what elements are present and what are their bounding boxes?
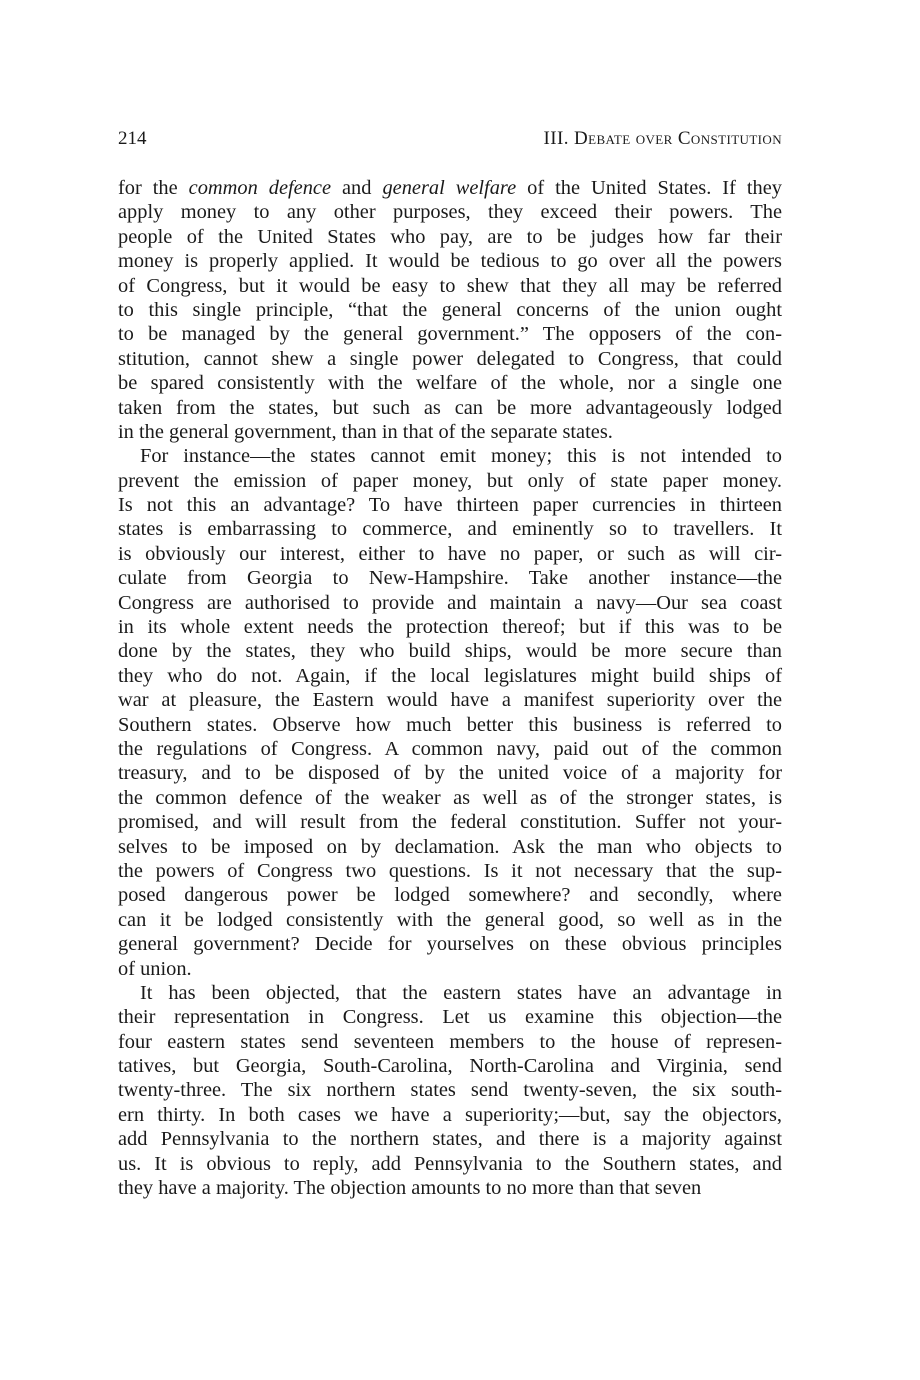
- text-line: [118, 639, 782, 663]
- text-line: [118, 859, 782, 883]
- text-run: promised, and will result from the federal constitution. Suffer not your-: [118, 811, 782, 834]
- text-line: [118, 469, 782, 493]
- paragraph: [118, 176, 782, 444]
- text-run: to this single principle, “that the general concerns of the union ought: [118, 298, 782, 321]
- text-line: [118, 957, 782, 981]
- text-run: be spared consistently with the welfare of the whole, nor a single one: [118, 372, 782, 395]
- text-line: [118, 688, 782, 712]
- text-run: they who do not. Again, if the local legislatures might build ships of: [118, 664, 782, 687]
- text-line: [118, 615, 782, 639]
- text-run: ern thirty. In both cases we have a superiority;—but, say the objectors,: [118, 1103, 782, 1126]
- text-line: [118, 298, 782, 322]
- text-run: Congress are authorised to provide and maintain a navy—Our sea coast: [118, 591, 782, 614]
- text-line: [118, 1030, 782, 1054]
- text-run: twenty-three. The six northern states send twenty-seven, the six south-: [118, 1079, 782, 1102]
- text-line: [118, 566, 782, 590]
- text-run: general government? Decide for yourselves on these obvious principles: [118, 933, 782, 956]
- italic-phrase: common defence: [188, 177, 332, 199]
- text-run: is obviously our interest, either to have no paper, or such as will cir-: [118, 542, 782, 565]
- text-run: the regulations of Congress. A common navy, paid out of the common: [118, 737, 782, 760]
- text-run: and: [331, 177, 383, 199]
- text-line: [118, 835, 782, 859]
- text-run: add Pennsylvania to the northern states, and there is a majority against: [118, 1128, 782, 1151]
- text-run: their representation in Congress. Let us examine this objection—the: [118, 1006, 782, 1029]
- text-run: of Congress, but it would be easy to shew that they all may be referred: [118, 274, 782, 297]
- text-run: For instance—the states cannot emit money; this is not intended to: [140, 445, 782, 468]
- page-number: 214: [118, 128, 147, 149]
- text-run: the powers of Congress two questions. Is it not necessary that the sup-: [118, 859, 782, 882]
- text-line: [118, 761, 782, 785]
- text-line: [118, 737, 782, 761]
- paragraph: [118, 981, 782, 1201]
- text-run: done by the states, they who build ships, would be more secure than: [118, 640, 782, 663]
- running-title: III. Debate over Constitution: [543, 128, 782, 149]
- text-run: us. It is obvious to reply, add Pennsylvania to the Southern states, and: [118, 1152, 782, 1175]
- text-line: [118, 200, 782, 224]
- text-line: [118, 1176, 782, 1200]
- text-line: [118, 908, 782, 932]
- text-run: tatives, but Georgia, South-Carolina, North-Carolina and Virginia, send: [118, 1055, 782, 1078]
- text-run: selves to be imposed on by declamation. Ask the man who objects to: [118, 835, 782, 858]
- text-line: [118, 1054, 782, 1078]
- text-run: stitution, cannot shew a single power delegated to Congress, that could: [118, 347, 782, 370]
- text-run: It has been objected, that the eastern states have an advantage in: [140, 981, 782, 1004]
- text-run: prevent the emission of paper money, but only of state paper money.: [118, 469, 782, 492]
- text-run: for the: [118, 177, 189, 199]
- text-run: states is embarrassing to commerce, and eminently so to travellers. It: [118, 518, 782, 541]
- body-text: [118, 176, 782, 1200]
- text-line: [118, 1127, 782, 1151]
- text-run: of the United States. If they: [516, 177, 782, 199]
- text-run: in the general government, than in that of the separate states.: [118, 420, 613, 443]
- text-line: [118, 1152, 782, 1176]
- text-run: apply money to any other purposes, they exceed their powers. The: [118, 201, 782, 224]
- text-line: [118, 713, 782, 737]
- text-line: [118, 493, 782, 517]
- text-line: [118, 396, 782, 420]
- text-run: culate from Georgia to New-Hampshire. Take another instance—the: [118, 567, 782, 590]
- text-run: treasury, and to be disposed of by the united voice of a majority for: [118, 762, 782, 785]
- text-run: four eastern states send seventeen members to the house of represen-: [118, 1030, 782, 1053]
- text-run: war at pleasure, the Eastern would have a manifest superiority over the: [118, 689, 782, 712]
- text-run: people of the United States who pay, are to be judges how far their: [118, 225, 782, 248]
- text-line: [118, 517, 782, 541]
- text-line: [118, 1005, 782, 1029]
- text-run: money is properly applied. It would be tedious to go over all the powers: [118, 250, 782, 273]
- text-line: [118, 420, 782, 444]
- text-run: of union.: [118, 957, 192, 980]
- text-run: the common defence of the weaker as well as of the stronger states, is: [118, 786, 782, 809]
- text-line: [118, 1078, 782, 1102]
- text-line: [118, 176, 782, 200]
- text-run: taken from the states, but such as can be more advantageously lodged: [118, 396, 782, 419]
- text-line: [118, 932, 782, 956]
- text-line: [118, 347, 782, 371]
- text-run: posed dangerous power be lodged somewhere? and secondly, where: [118, 884, 782, 907]
- text-line: [118, 225, 782, 249]
- text-line: [118, 664, 782, 688]
- text-line: [118, 591, 782, 615]
- text-run: Is not this an advantage? To have thirteen paper currencies in thirteen: [118, 494, 782, 517]
- text-run: Southern states. Observe how much better this business is referred to: [118, 713, 782, 736]
- text-run: they have a majority. The objection amounts to no more than that seven: [118, 1177, 702, 1200]
- text-line: [118, 1103, 782, 1127]
- text-line: [118, 322, 782, 346]
- text-line: [118, 786, 782, 810]
- text-line: [118, 249, 782, 273]
- text-run: to be managed by the general government.” The opposers of the con-: [118, 323, 782, 346]
- italic-phrase: general welfare: [382, 177, 517, 199]
- text-line: [118, 883, 782, 907]
- text-line: [118, 274, 782, 298]
- text-line: [118, 444, 782, 468]
- text-run: in its whole extent needs the protection thereof; but if this was to be: [118, 616, 782, 639]
- running-head: [118, 128, 782, 158]
- paragraph: [118, 444, 782, 981]
- text-line: [118, 542, 782, 566]
- text-line: [118, 981, 782, 1005]
- text-run: can it be lodged consistently with the general good, so well as in the: [118, 908, 782, 931]
- book-page: [118, 128, 782, 1200]
- text-line: [118, 810, 782, 834]
- text-line: [118, 371, 782, 395]
